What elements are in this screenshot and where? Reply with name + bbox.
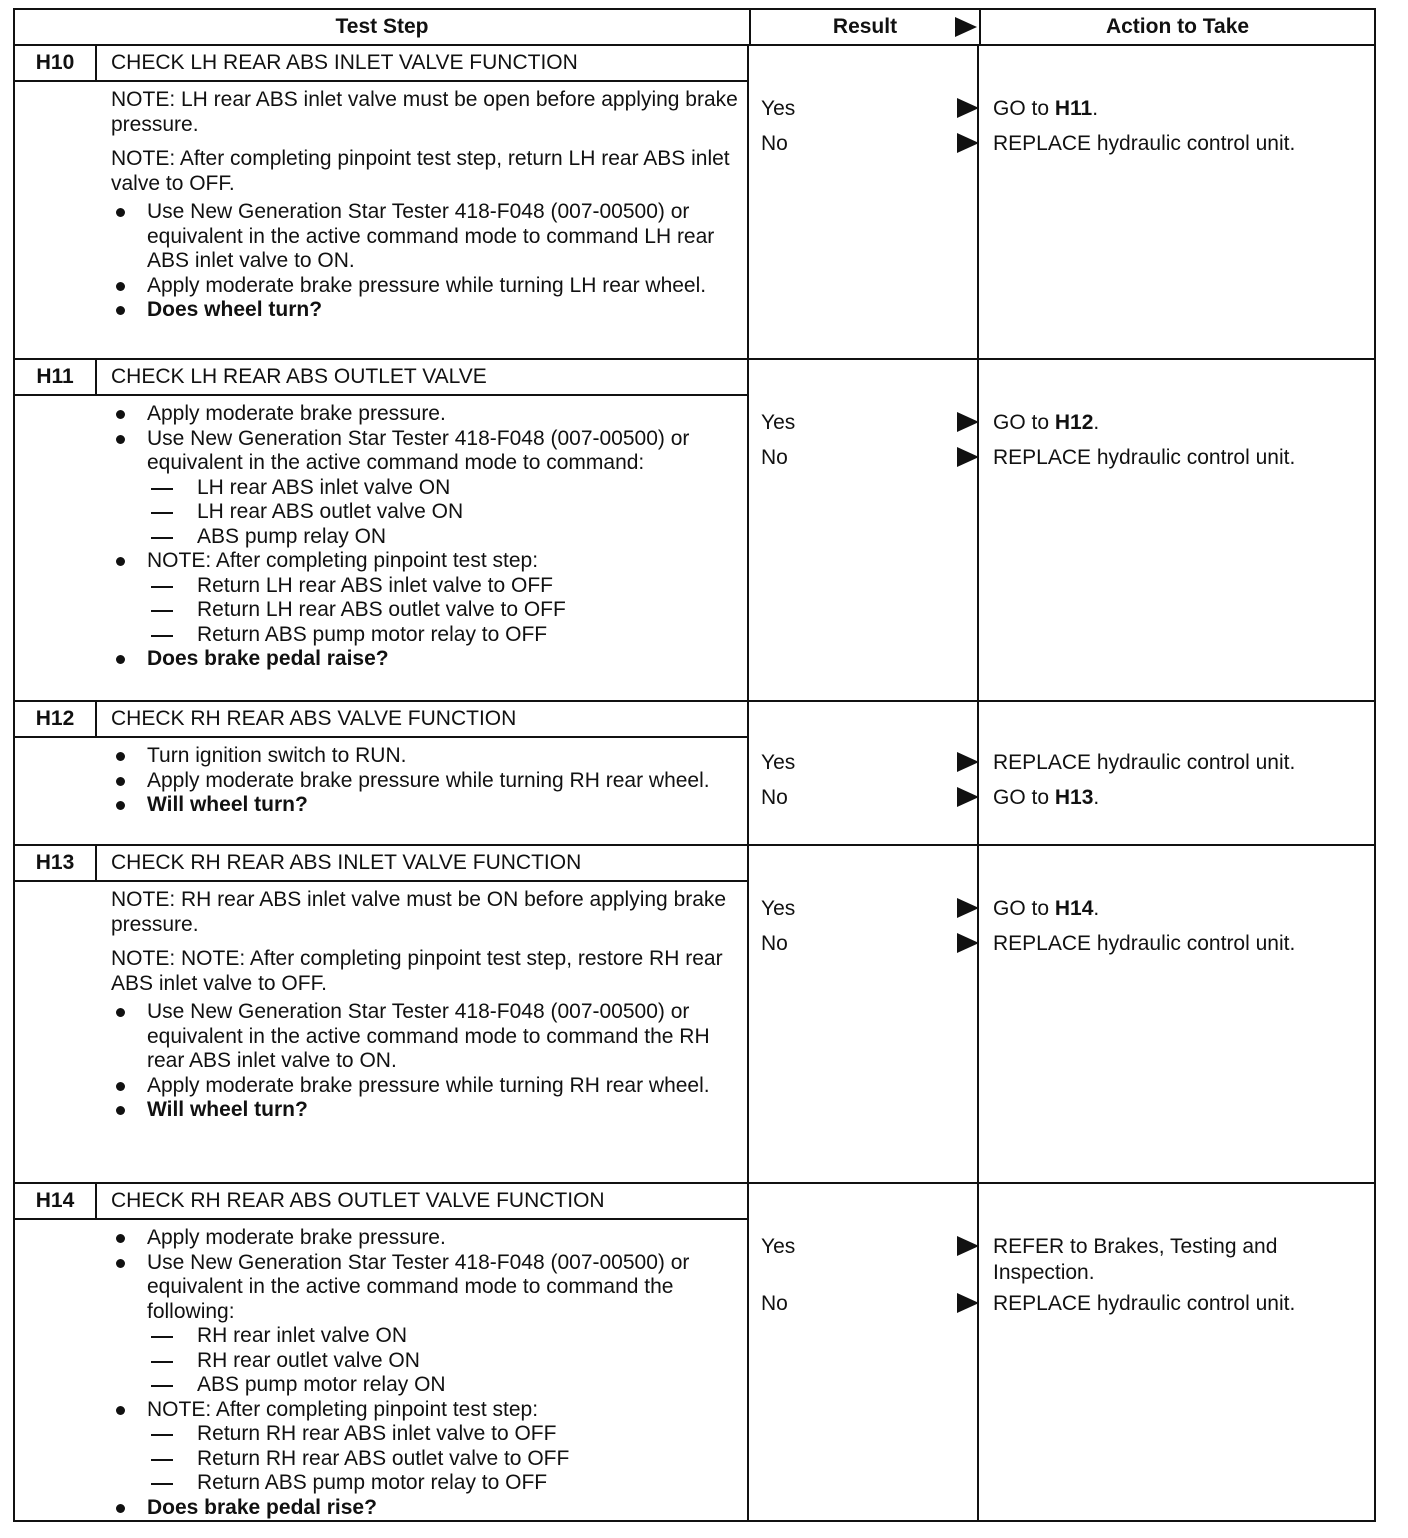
step-body [111, 744, 741, 818]
result-arrow-icon [957, 787, 979, 807]
action-text: REFER to Brakes, Testing and Inspection. [993, 1235, 1278, 1284]
action-text: REPLACE hydraulic control unit. [993, 446, 1296, 469]
step-note: NOTE: RH rear ABS inlet valve must be ON before applying brake pressure. [111, 888, 727, 936]
action-suffix: . [1093, 897, 1100, 920]
step-bullet: Apply moderate brake pressure while turning RH rear wheel. [111, 1074, 741, 1099]
column-divider [747, 360, 749, 700]
action-text: REPLACE hydraulic control unit. [993, 132, 1296, 155]
pinpoint-test-table [13, 8, 1376, 1522]
column-divider [747, 46, 749, 358]
step-subitem: Return RH rear ABS outlet valve to OFF [111, 1447, 741, 1472]
column-divider [977, 360, 979, 700]
step-body [111, 402, 741, 672]
step-title: CHECK LH REAR ABS OUTLET VALVE [111, 365, 487, 388]
result-label: Yes [761, 1235, 796, 1258]
test-step-h11 [15, 360, 1374, 702]
column-divider [977, 702, 979, 844]
action-no [993, 1291, 1363, 1317]
result-label: No [761, 132, 788, 155]
result-label: No [761, 446, 788, 469]
step-body [111, 888, 741, 1123]
action-text: GO to [993, 897, 1055, 920]
table-header-row [15, 10, 1374, 46]
step-note: NOTE: After completing pinpoint test step, return LH rear ABS inlet valve to OFF. [111, 147, 730, 195]
result-arrow-icon [957, 133, 979, 153]
action-yes [993, 896, 1363, 922]
step-subitem: LH rear ABS inlet valve ON [111, 476, 741, 501]
action-step-ref: H12 [1054, 411, 1094, 434]
step-question: Does wheel turn? [111, 298, 741, 323]
step-bullet: Use New Generation Star Tester 418-F048 (007-00500) or equivalent in the active command mode to command: [111, 427, 741, 476]
action-step-ref: H14 [1054, 897, 1094, 920]
column-divider [977, 1184, 979, 1520]
result-arrow-icon [957, 412, 979, 432]
column-divider [977, 46, 979, 358]
step-subitem: Return ABS pump motor relay to OFF [111, 623, 741, 648]
result-label: No [761, 1292, 788, 1315]
result-arrow-icon [957, 752, 979, 772]
result-label: Yes [761, 411, 796, 434]
result-no [761, 931, 975, 956]
step-bullet: Apply moderate brake pressure. [111, 402, 741, 427]
action-step-ref: H11 [1054, 97, 1093, 120]
column-divider [977, 846, 979, 1182]
result-yes [761, 1234, 975, 1259]
step-bullet: Apply moderate brake pressure while turning LH rear wheel. [111, 274, 741, 299]
action-no [993, 785, 1363, 811]
step-id: H14 [15, 1184, 97, 1218]
result-yes [761, 750, 975, 775]
step-subitem: Return ABS pump motor relay to OFF [111, 1471, 741, 1496]
action-yes [993, 410, 1363, 436]
action-suffix: . [1093, 411, 1100, 434]
step-question: Does brake pedal rise? [111, 1496, 741, 1521]
result-yes [761, 96, 975, 121]
result-arrow-icon [957, 933, 979, 953]
test-step-h10 [15, 46, 1374, 360]
step-subitem: ABS pump relay ON [111, 525, 741, 550]
step-id: H12 [15, 702, 97, 736]
step-bullet: NOTE: After completing pinpoint test step: [111, 1398, 741, 1423]
column-divider [747, 846, 749, 1182]
step-subitem: ABS pump motor relay ON [111, 1373, 741, 1398]
action-yes [993, 1234, 1323, 1286]
step-title: CHECK RH REAR ABS OUTLET VALVE FUNCTION [111, 1189, 605, 1212]
step-subitem: Return RH rear ABS inlet valve to OFF [111, 1422, 741, 1447]
result-label: No [761, 932, 788, 955]
action-text: REPLACE hydraulic control unit. [993, 751, 1296, 774]
step-header [15, 46, 749, 82]
step-header [15, 702, 749, 738]
result-no [761, 445, 975, 470]
step-bullet: NOTE: After completing pinpoint test step: [111, 549, 741, 574]
step-title: CHECK RH REAR ABS VALVE FUNCTION [111, 707, 517, 730]
action-no [993, 131, 1363, 157]
action-suffix: . [1093, 786, 1100, 809]
step-id: H10 [15, 46, 97, 80]
action-no [993, 445, 1363, 471]
result-arrow-icon [957, 98, 979, 118]
header-test-step: Test Step [335, 15, 429, 38]
step-bullet: Apply moderate brake pressure. [111, 1226, 741, 1251]
result-label: Yes [761, 897, 796, 920]
result-label: Yes [761, 97, 796, 120]
step-question: Does brake pedal raise? [111, 647, 741, 672]
step-bullet: Use New Generation Star Tester 418-F048 (007-00500) or equivalent in the active command mode to command the RH rear ABS inlet valve to ON. [111, 1000, 741, 1074]
header-arrow-icon [955, 17, 977, 37]
step-bullet: Turn ignition switch to RUN. [111, 744, 741, 769]
test-step-h13 [15, 846, 1374, 1184]
step-id: H13 [15, 846, 97, 880]
step-subitem: Return LH rear ABS inlet valve to OFF [111, 574, 741, 599]
action-step-ref: H13 [1054, 786, 1094, 809]
step-bullet: Use New Generation Star Tester 418-F048 (007-00500) or equivalent in the active command mode to command the following: [111, 1251, 741, 1325]
step-note: NOTE: NOTE: After completing pinpoint test step, restore RH rear ABS inlet valve to OFF. [111, 947, 723, 995]
step-header [15, 360, 749, 396]
step-subitem: Return LH rear ABS outlet valve to OFF [111, 598, 741, 623]
result-yes [761, 896, 975, 921]
step-question: Will wheel turn? [111, 793, 741, 818]
header-action: Action to Take [979, 10, 1374, 44]
result-arrow-icon [957, 447, 979, 467]
step-bullet: Apply moderate brake pressure while turning RH rear wheel. [111, 769, 741, 794]
result-no [761, 1291, 975, 1316]
step-subitem: RH rear inlet valve ON [111, 1324, 741, 1349]
action-text: GO to [993, 411, 1055, 434]
header-result: Result [749, 10, 979, 44]
result-arrow-icon [957, 1293, 979, 1313]
step-header [15, 1184, 749, 1220]
action-text: GO to [993, 97, 1055, 120]
step-subitem: RH rear outlet valve ON [111, 1349, 741, 1374]
action-yes [993, 96, 1363, 122]
action-suffix: . [1092, 97, 1099, 120]
step-title: CHECK LH REAR ABS INLET VALVE FUNCTION [111, 51, 578, 74]
action-text: GO to [993, 786, 1055, 809]
step-note: NOTE: LH rear ABS inlet valve must be open before applying brake pressure. [111, 88, 738, 136]
result-yes [761, 410, 975, 435]
step-header [15, 846, 749, 882]
result-label: No [761, 786, 788, 809]
step-id: H11 [15, 360, 97, 394]
step-subitem: LH rear ABS outlet valve ON [111, 500, 741, 525]
result-arrow-icon [957, 1236, 979, 1256]
result-no [761, 785, 975, 810]
result-label: Yes [761, 751, 796, 774]
action-yes [993, 750, 1363, 776]
result-arrow-icon [957, 898, 979, 918]
test-step-h12 [15, 702, 1374, 846]
action-text: REPLACE hydraulic control unit. [993, 932, 1296, 955]
step-body [111, 88, 741, 323]
action-no [993, 931, 1363, 957]
step-question: Will wheel turn? [111, 1098, 741, 1123]
column-divider [747, 1184, 749, 1520]
test-step-h14 [15, 1184, 1374, 1520]
result-no [761, 131, 975, 156]
action-text: REPLACE hydraulic control unit. [993, 1292, 1296, 1315]
step-title: CHECK RH REAR ABS INLET VALVE FUNCTION [111, 851, 582, 874]
step-bullet: Use New Generation Star Tester 418-F048 (007-00500) or equivalent in the active command mode to command LH rear ABS inlet valve to ON. [111, 200, 741, 274]
step-body [111, 1226, 741, 1520]
